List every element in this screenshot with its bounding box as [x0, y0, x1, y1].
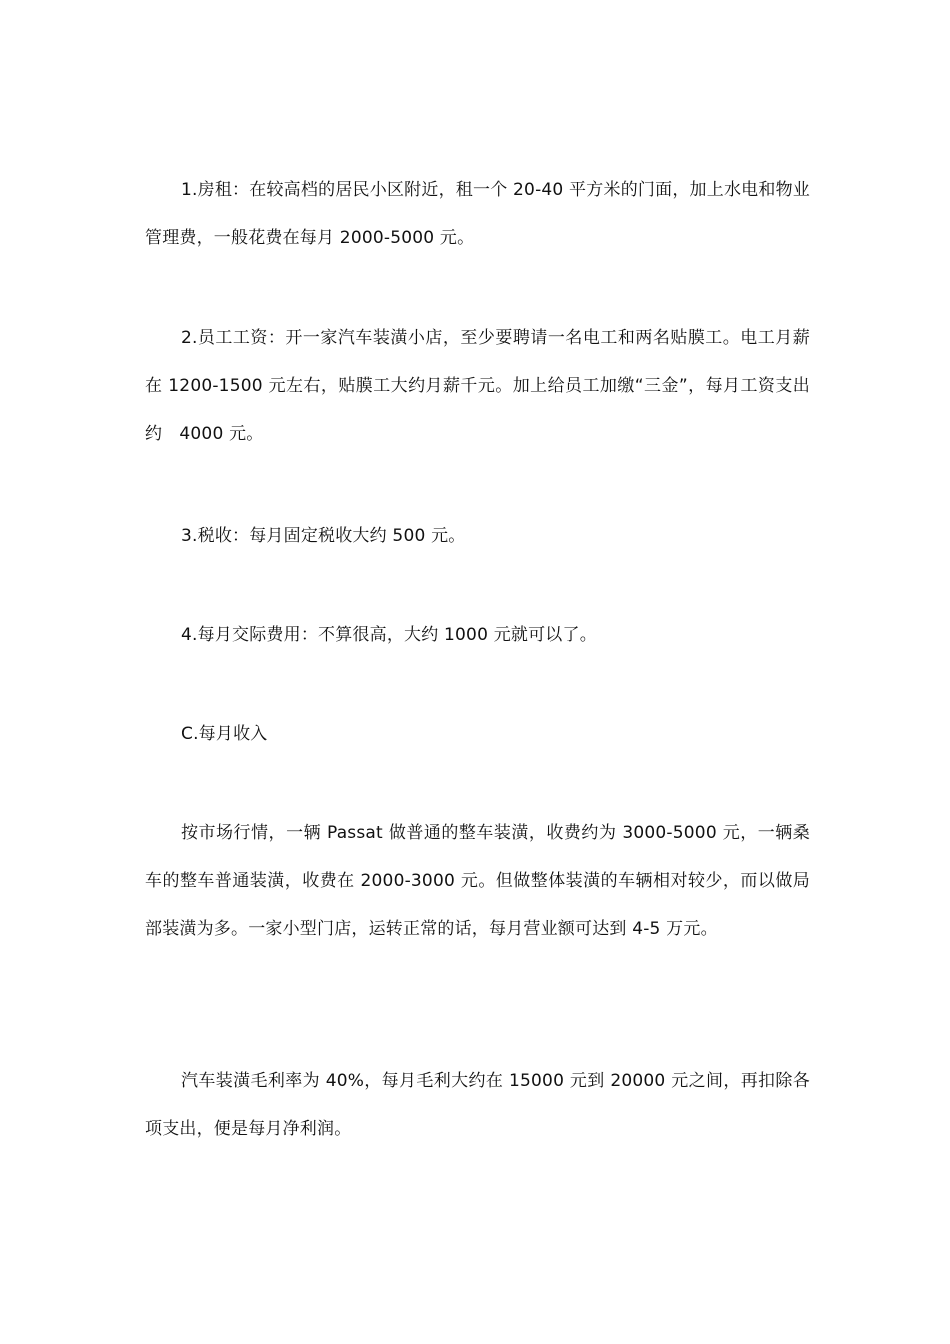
paragraph-tax [145, 512, 810, 560]
paragraph-rent [145, 166, 810, 262]
paragraph-text: 2.员工工资：开一家汽车装潢小店，至少要聘请一名电工和两名贴膜工。电工月薪在 1200-1500 元左右，贴膜工大约月薪千元。加上给员工加缴“三金”，每月工资支出约 4000 元。 [145, 328, 810, 444]
paragraph-text: 按市场行情，一辆 Passat 做普通的整车装潢，收费约为 3000-5000 元，一辆桑车的整车普通装潢，收费在 2000-3000 元。但做整体装潢的车辆相对较少，而以做局部装潢为多。一家小型门店，运转正常的话，每月营业额可达到 4-5 万元。 [145, 823, 810, 939]
paragraph-staff-wages [145, 314, 810, 458]
section-heading-monthly-income [145, 710, 810, 758]
paragraph-text: 汽车装潢毛利率为 40%，每月毛利大约在 15000 元到 20000 元之间，再扣除各项支出，便是每月净利润。 [145, 1071, 810, 1139]
paragraph-text: 3.税收：每月固定税收大约 500 元。 [181, 526, 466, 546]
paragraph-gross-margin [145, 1057, 810, 1153]
paragraph-text: 4.每月交际费用：不算很高，大约 1000 元就可以了。 [181, 625, 597, 645]
paragraph-social-expenses [145, 611, 810, 659]
paragraph-market-revenue [145, 809, 810, 953]
paragraph-text: 1.房租：在较高档的居民小区附近，租一个 20-40 平方米的门面，加上水电和物业管理费，一般花费在每月 2000-5000 元。 [145, 180, 810, 248]
heading-text: C.每月收入 [181, 724, 268, 744]
